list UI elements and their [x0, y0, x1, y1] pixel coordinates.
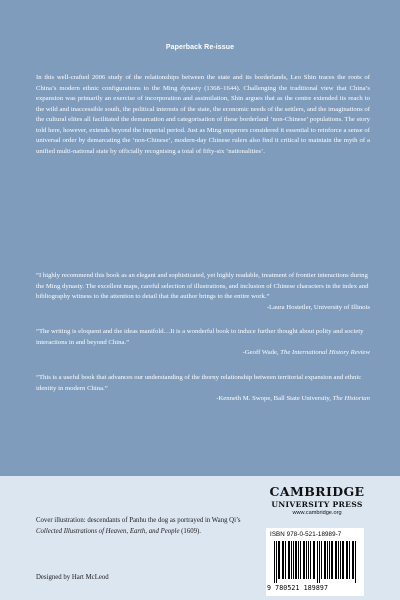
- review-quote: [36, 327, 370, 359]
- cover-credit-suffix: (1609).: [179, 527, 201, 535]
- review-quote: [36, 373, 370, 405]
- quote-attribution: [36, 394, 370, 405]
- footer-panel: [0, 476, 400, 600]
- quote-text: “I highly recommend this book as an elegant and sophisticated, yet highly readable, treatment of frontier interactions during the Ming dynasty. The excellent maps, careful selection of illustrations, and inclusion of Chinese characters in the index and bibliography witness to the attention to detail that the author brings to the entire work.”: [36, 272, 369, 301]
- publisher-website: www.cambridge.org: [292, 510, 342, 516]
- barcode-bars: [274, 541, 356, 583]
- designer-credit: Designed by Hart McLeod: [36, 574, 109, 581]
- reviewer: -Kenneth M. Swope, Ball State University,: [216, 395, 333, 403]
- cover-credit-prefix: Cover illustration: descendants of Panhu the dog as portrayed in Wang Qi’s: [36, 517, 241, 524]
- quote-text: “This is a useful book that advances our understanding of the thorny relationship between territorial expansion and ethnic identity in modern China.”: [36, 374, 362, 392]
- publication-title: The Historian: [332, 395, 370, 403]
- review-quote: [36, 271, 370, 313]
- isbn-label: ISBN 978-0-521-18989-7: [270, 531, 342, 538]
- quote-attribution: [36, 303, 370, 314]
- reviewer: -Laura Hostetler, University of Illinois: [266, 303, 370, 311]
- ean-digits: 9 780521 189897: [267, 584, 329, 592]
- book-description: In this well-crafted 2006 study of the relationships between the state and its borderlands, Leo Shin traces the roots of China’s modern ethnic configurations to the Ming dynasty (1368–1644). Challenging the traditional view that China’s expansion was primarily an exercise of incorporation and assimilation, Shin argues that as the centre extended its reach to the wild and inaccessible south, the political interests of the state, the economic needs of the settlers, and the imaginations of the cultural elites all facilitated the demarcation and categorisation of these borderland ‘non-Chinese’ populations. The story told here, however, extends beyond the imperial period. Just as Ming emperors considered it essential to reinforce a sense of universal order by demarcating the ‘non-Chinese’, modern-day Chinese rulers also find it critical to maintain the myth of a unified multi-national state by officially recognising a total of fifty-six ‘nationalities’.: [36, 74, 370, 155]
- quote-attribution: [36, 348, 370, 359]
- publication-title: The International History Review: [280, 349, 370, 357]
- reissue-label: Paperback Re-issue: [165, 44, 235, 51]
- publisher-name: CAMBRIDGE: [269, 484, 365, 499]
- barcode: [266, 528, 364, 596]
- publisher-press: UNIVERSITY PRESS: [271, 500, 363, 509]
- quote-text: “The writing is eloquent and the ideas manifold…It is a wonderful book to induce further thought about polity and society interactions in and beyond China.”: [36, 328, 364, 346]
- reviewer: -Geoff Wade,: [242, 349, 281, 357]
- publisher-logo: [262, 484, 372, 516]
- cover-illustration-credit: [36, 516, 246, 537]
- cover-credit-title: Collected Illustrations of Heaven, Earth, and People: [36, 527, 180, 535]
